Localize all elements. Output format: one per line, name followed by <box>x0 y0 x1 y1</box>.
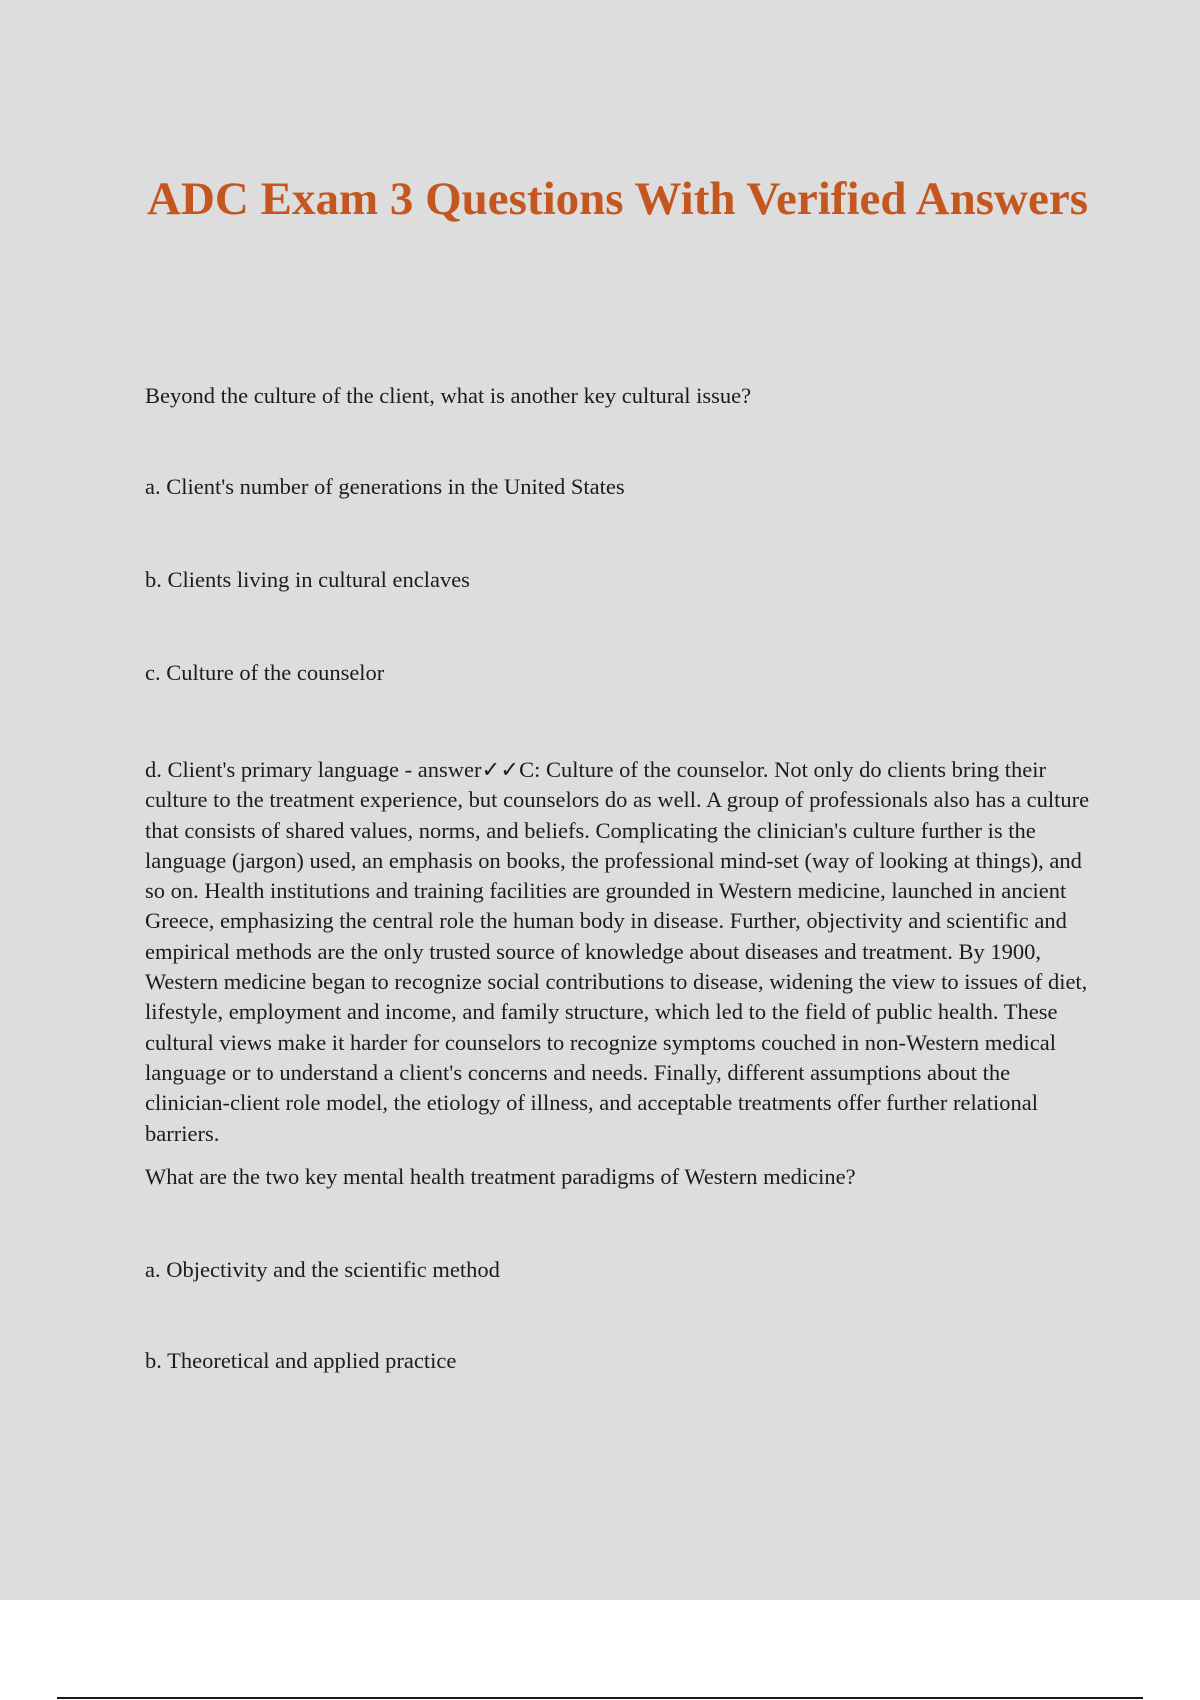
question-1-option-a: a. Client's number of generations in the United States <box>145 474 625 499</box>
question-1-option-b: b. Clients living in cultural enclaves <box>145 567 470 592</box>
question-2-option-a: a. Objectivity and the scientific method <box>145 1257 500 1282</box>
document-title: ADC Exam 3 Questions With Verified Answers <box>147 173 1088 225</box>
question-2-option-b: b. Theoretical and applied practice <box>145 1348 457 1373</box>
question-1-option-c: c. Culture of the counselor <box>145 660 385 685</box>
question-1-prompt: Beyond the culture of the client, what is another key cultural issue? <box>145 383 752 408</box>
page-divider <box>57 1697 1143 1699</box>
question-2-prompt: What are the two key mental health treatment paradigms of Western medicine? <box>145 1164 856 1189</box>
question-1-option-d-answer: d. Client's primary language - answer✓✓C: Culture of the counselor. Not only do clients bring their culture to the treatment experience, but counselors do as well. A group of professionals also has a culture that consists of shared values, norms, and beliefs. Complicating the clinician's culture further is the language (jargon) used, an emphasis on books, the professional mind-set (way of looking at things), and so on. Health institutions and training facilities are grounded in Western medicine, launched in ancient Greece, emphasizing the central role the human body in disease. Further, objectivity and scientific and empirical methods are the only trusted source of knowledge about diseases and treatment. By 1900, Western medicine began to recognize social contributions to disease, widening the view to issues of diet, lifestyle, employment and income, and family structure, which led to the field of public health. These cultural views make it harder for counselors to recognize symptoms couched in non-Western medical language or to understand a client's concerns and needs. Finally, different assumptions about the clinician-client role model, the etiology of illness, and acceptable treatments offer further relational barriers. <box>145 757 1090 1146</box>
